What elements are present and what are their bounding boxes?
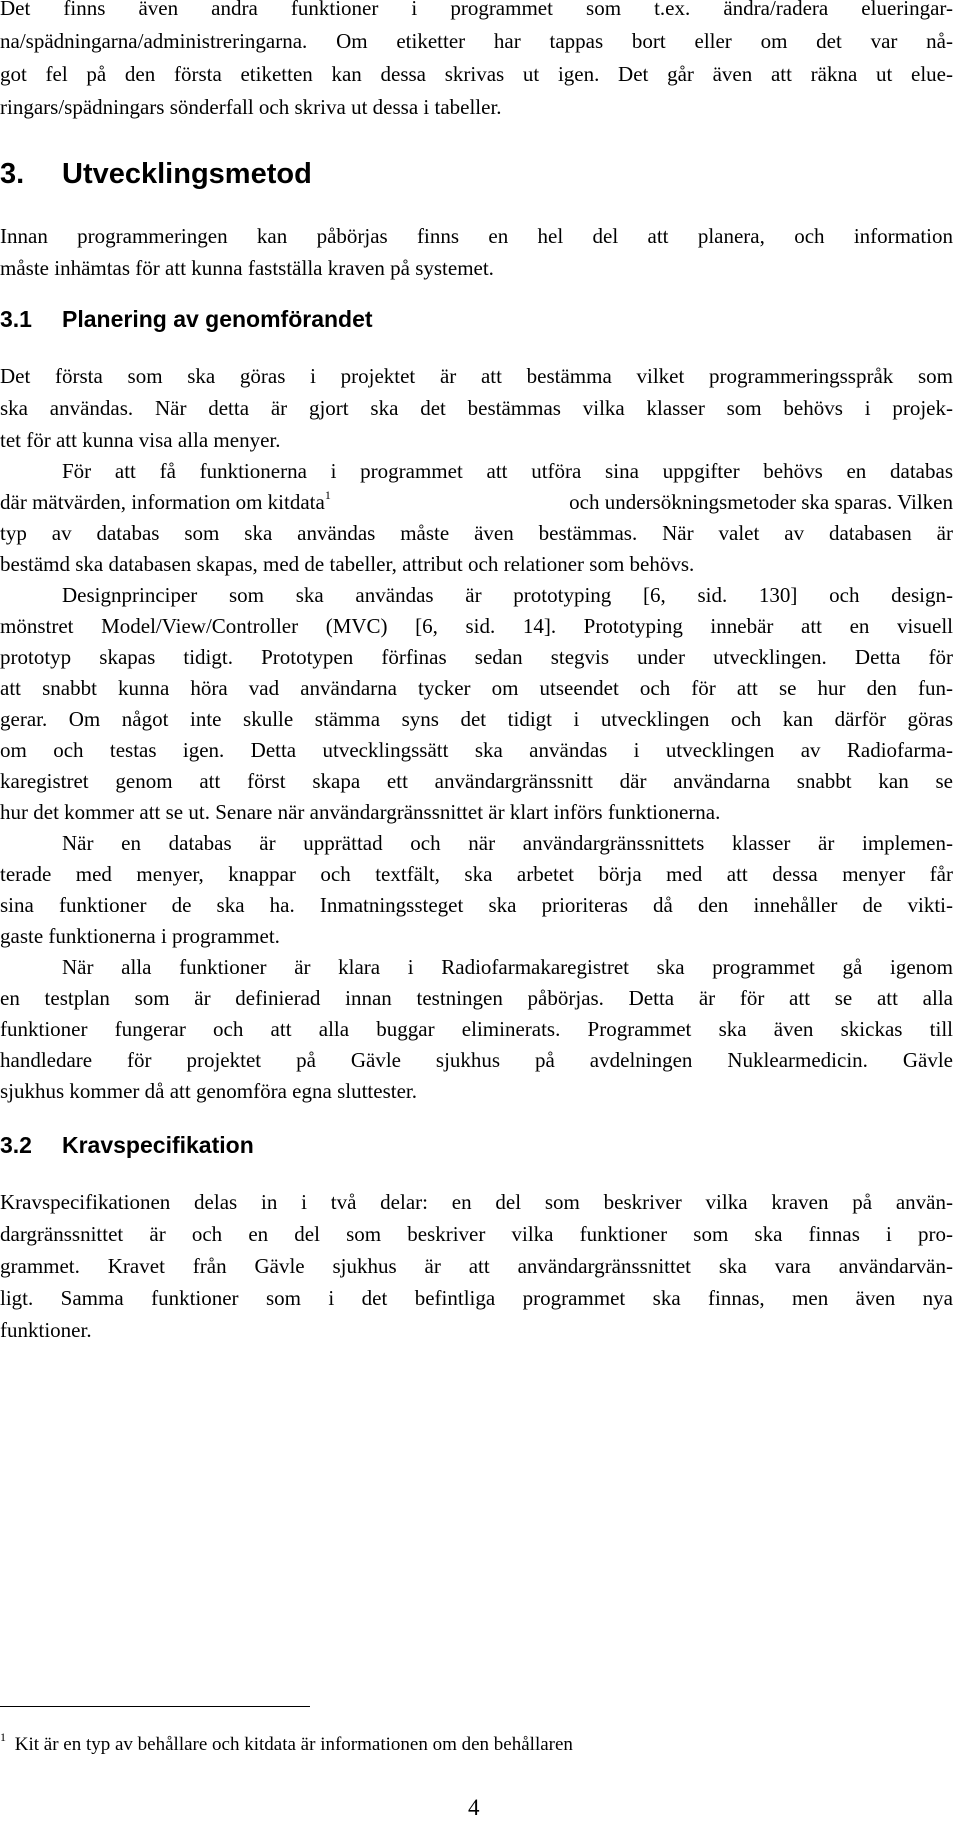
- section-3-1-line-4: För att få funktionerna i programmet att utföra sina uppgifter behövs en databas: [62, 459, 953, 483]
- section-3-1-title: Planering av genomförandet: [62, 306, 373, 332]
- section-3-1-heading: [0, 306, 373, 333]
- section-3-2-line-2: dargränssnittet är och en del som beskriver vilka funktioner som ska finnas i pro-: [0, 1222, 953, 1246]
- section-3-1-line-19: gaste funktionerna i programmet.: [0, 924, 280, 948]
- section-3-1-line-13: om och testas igen. Detta utvecklingssätt ska användas i utvecklingen av Radiofarma-: [0, 738, 953, 762]
- section-3-1-line-1: Det första som ska göras i projektet är att bestämma vilket programmeringsspråk som: [0, 364, 953, 388]
- footnote-text: Kit är en typ av behållare och kitdata är informationen om den behållaren: [14, 1734, 573, 1755]
- section-3-1-line-17: terade med menyer, knappar och textfält, ska arbetet börja med att dessa menyer får: [0, 862, 953, 886]
- section-3-2-heading: [0, 1132, 254, 1159]
- section-3-line-2: måste inhämtas för att kunna fastställa kraven på systemet.: [0, 256, 494, 280]
- section-3-heading: [0, 158, 312, 191]
- section-3-1-line-24: sjukhus kommer då att genomföra egna sluttester.: [0, 1079, 417, 1103]
- section-3-1-line-22: funktioner fungerar och att alla buggar eliminerats. Programmet ska även skickas till: [0, 1017, 953, 1041]
- section-3-2-number: 3.2: [0, 1132, 32, 1158]
- section-3-number: 3.: [0, 158, 25, 190]
- section-3-1-line-16: När en databas är upprättad och när användargränssnittets klasser är implemen-: [62, 831, 953, 855]
- section-3-1-line-14: karegistret genom att först skapa ett användargränssnitt där användarna snabbt kan se: [0, 769, 953, 793]
- section-3-1-line-2: ska användas. När detta är gjort ska det bestämmas vilka klasser som behövs i projek-: [0, 396, 953, 420]
- section-3-title: Utvecklingsmetod: [62, 158, 312, 190]
- section-3-1-line-5-b: och undersökningsmetoder ska sparas. Vilken: [569, 490, 953, 514]
- footnote-reference: 1: [324, 488, 331, 502]
- intro-line-3: got fel på den första etiketten kan dessa skrivas ut igen. Det går även att räkna ut elue-: [0, 62, 953, 86]
- section-3-line-1: Innan programmeringen kan påbörjas finns en hel del att planera, och information: [0, 224, 953, 248]
- footnote: [0, 1729, 573, 1756]
- footnote-marker: 1: [0, 1729, 6, 1744]
- section-3-1-line-12: gerar. Om något inte skulle stämma syns det tidigt i utvecklingen och kan därför göras: [0, 707, 953, 731]
- section-3-1-line-7: bestämd ska databasen skapas, med de tabeller, attribut och relationer som behövs.: [0, 552, 695, 576]
- section-3-1-line-3: tet för att kunna visa alla menyer.: [0, 428, 281, 452]
- section-3-1-line-20: När alla funktioner är klara i Radiofarmakaregistret ska programmet gå igenom: [62, 955, 953, 979]
- footnote-rule: [0, 1706, 310, 1707]
- section-3-1-line-6: typ av databas som ska användas måste även bestämmas. När valet av databasen är: [0, 521, 953, 545]
- section-3-2-line-3: grammet. Kravet från Gävle sjukhus är att användargränssnittet ska vara användarvän-: [0, 1254, 953, 1278]
- section-3-2-line-1: Kravspecifikationen delas in i två delar: en del som beskriver vilka kraven på använ-: [0, 1190, 953, 1214]
- section-3-1-number: 3.1: [0, 306, 32, 332]
- section-3-2-line-5: funktioner.: [0, 1318, 92, 1342]
- intro-line-1: Det finns även andra funktioner i programmet som t.ex. ändra/radera elueringar-: [0, 0, 953, 20]
- intro-line-4: ringars/spädningars sönderfall och skriva ut dessa i tabeller.: [0, 95, 502, 119]
- intro-line-2: na/spädningarna/administreringarna. Om etiketter har tappas bort eller om det var nå-: [0, 29, 953, 53]
- section-3-1-line-23: handledare för projektet på Gävle sjukhus på avdelningen Nuklearmedicin. Gävle: [0, 1048, 953, 1072]
- section-3-1-line-5-a: där mätvärden, information om kitdata$^1$: [0, 488, 331, 514]
- section-3-1-line-9: mönstret Model/View/Controller (MVC) [6, sid. 14]. Prototyping innebär att en visuell: [0, 614, 953, 638]
- section-3-1-line-10: prototyp skapas tidigt. Prototypen förfinas sedan stegvis under utvecklingen. Detta för: [0, 645, 953, 669]
- page-number: 4: [468, 1795, 480, 1820]
- section-3-1-line-5: [0, 486, 953, 519]
- section-3-1-line-8: Designprinciper som ska användas är prototyping [6, sid. 130] och design-: [62, 583, 953, 607]
- section-3-1-line-15: hur det kommer att se ut. Senare när användargränssnittet är klart införs funktionerna.: [0, 800, 721, 824]
- section-3-1-line-11: att snabbt kunna höra vad användarna tycker om utseendet och för att se hur den fun-: [0, 676, 953, 700]
- section-3-1-line-21: en testplan som är definierad innan testningen påbörjas. Detta är för att se att alla: [0, 986, 953, 1010]
- section-3-2-line-4: ligt. Samma funktioner som i det befintliga programmet ska finnas, men även nya: [0, 1286, 953, 1310]
- section-3-1-line-18: sina funktioner de ska ha. Inmatningssteget ska prioriteras då den innehåller de vikti-: [0, 893, 953, 917]
- section-3-2-title: Kravspecifikation: [62, 1132, 254, 1158]
